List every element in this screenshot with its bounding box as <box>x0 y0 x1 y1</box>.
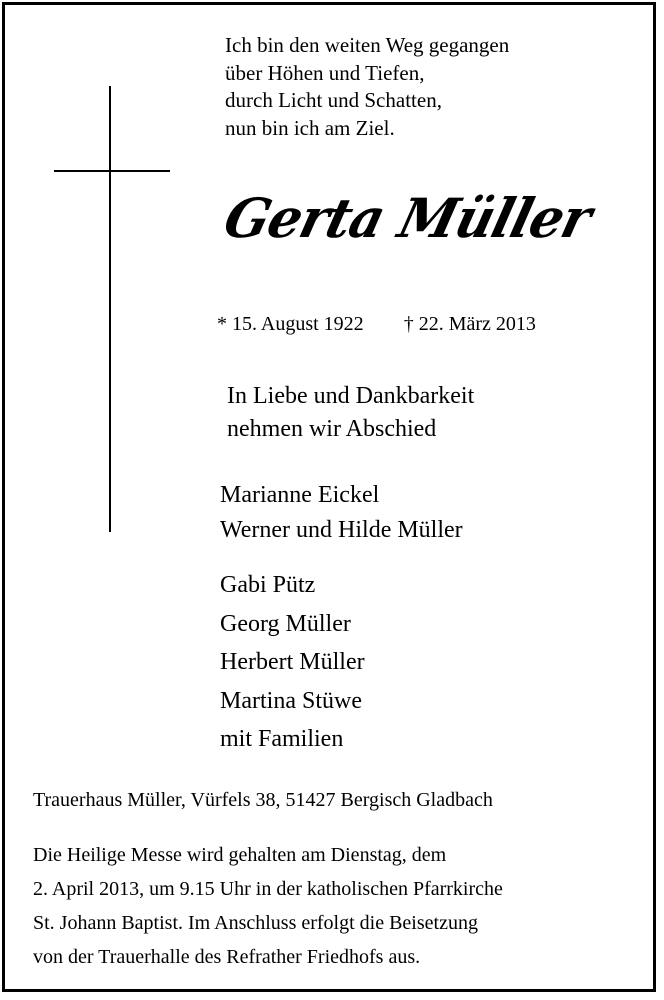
mourners-group-1 <box>220 478 463 548</box>
poem-line: Ich bin den weiten Weg gegangen <box>225 33 510 57</box>
tribute-text <box>227 380 474 446</box>
birth-date: * 15. August 1922 <box>217 313 364 335</box>
poem <box>225 32 509 142</box>
mourner-name: Martina Stüwe <box>220 687 362 714</box>
mourners-group-2 <box>220 566 365 759</box>
death-date: † 22. März 2013 <box>403 313 536 335</box>
mourner-name: Herbert Müller <box>220 649 365 675</box>
service-line: 2. April 2013, um 9.15 Uhr in der katholischen Pfarrkirche <box>33 878 503 900</box>
service-line: St. Johann Baptist. Im Anschluss erfolgt die Beisetzung <box>33 912 478 934</box>
mourner-name: Gabi Pütz <box>220 572 316 598</box>
cross-vertical-bar <box>109 86 111 532</box>
service-line: von der Trauerhalle des Refrather Friedhofs aus. <box>33 946 421 968</box>
mourner-name: Georg Müller <box>220 610 351 637</box>
service-info <box>33 838 503 974</box>
mourner-name: mit Familien <box>220 726 344 752</box>
mourning-house-address: Trauerhaus Müller, Vürfels 38, 51427 Bergisch Gladbach <box>33 789 493 811</box>
life-dates <box>217 313 536 336</box>
deceased-name: Gerta Müller <box>218 186 598 250</box>
service-line: Die Heilige Messe wird gehalten am Dienstag, dem <box>33 844 447 866</box>
tribute-line: nehmen wir Abschied <box>227 416 437 442</box>
mourner-name: Marianne Eickel <box>220 482 380 508</box>
poem-line: über Höhen und Tiefen, <box>225 60 425 85</box>
cross-horizontal-bar <box>54 170 170 172</box>
poem-line: nun bin ich am Ziel. <box>225 115 395 140</box>
poem-line: durch Licht und Schatten, <box>225 88 442 112</box>
mourner-name: Werner und Hilde Müller <box>220 517 463 543</box>
tribute-line: In Liebe und Dankbarkeit <box>227 383 475 409</box>
